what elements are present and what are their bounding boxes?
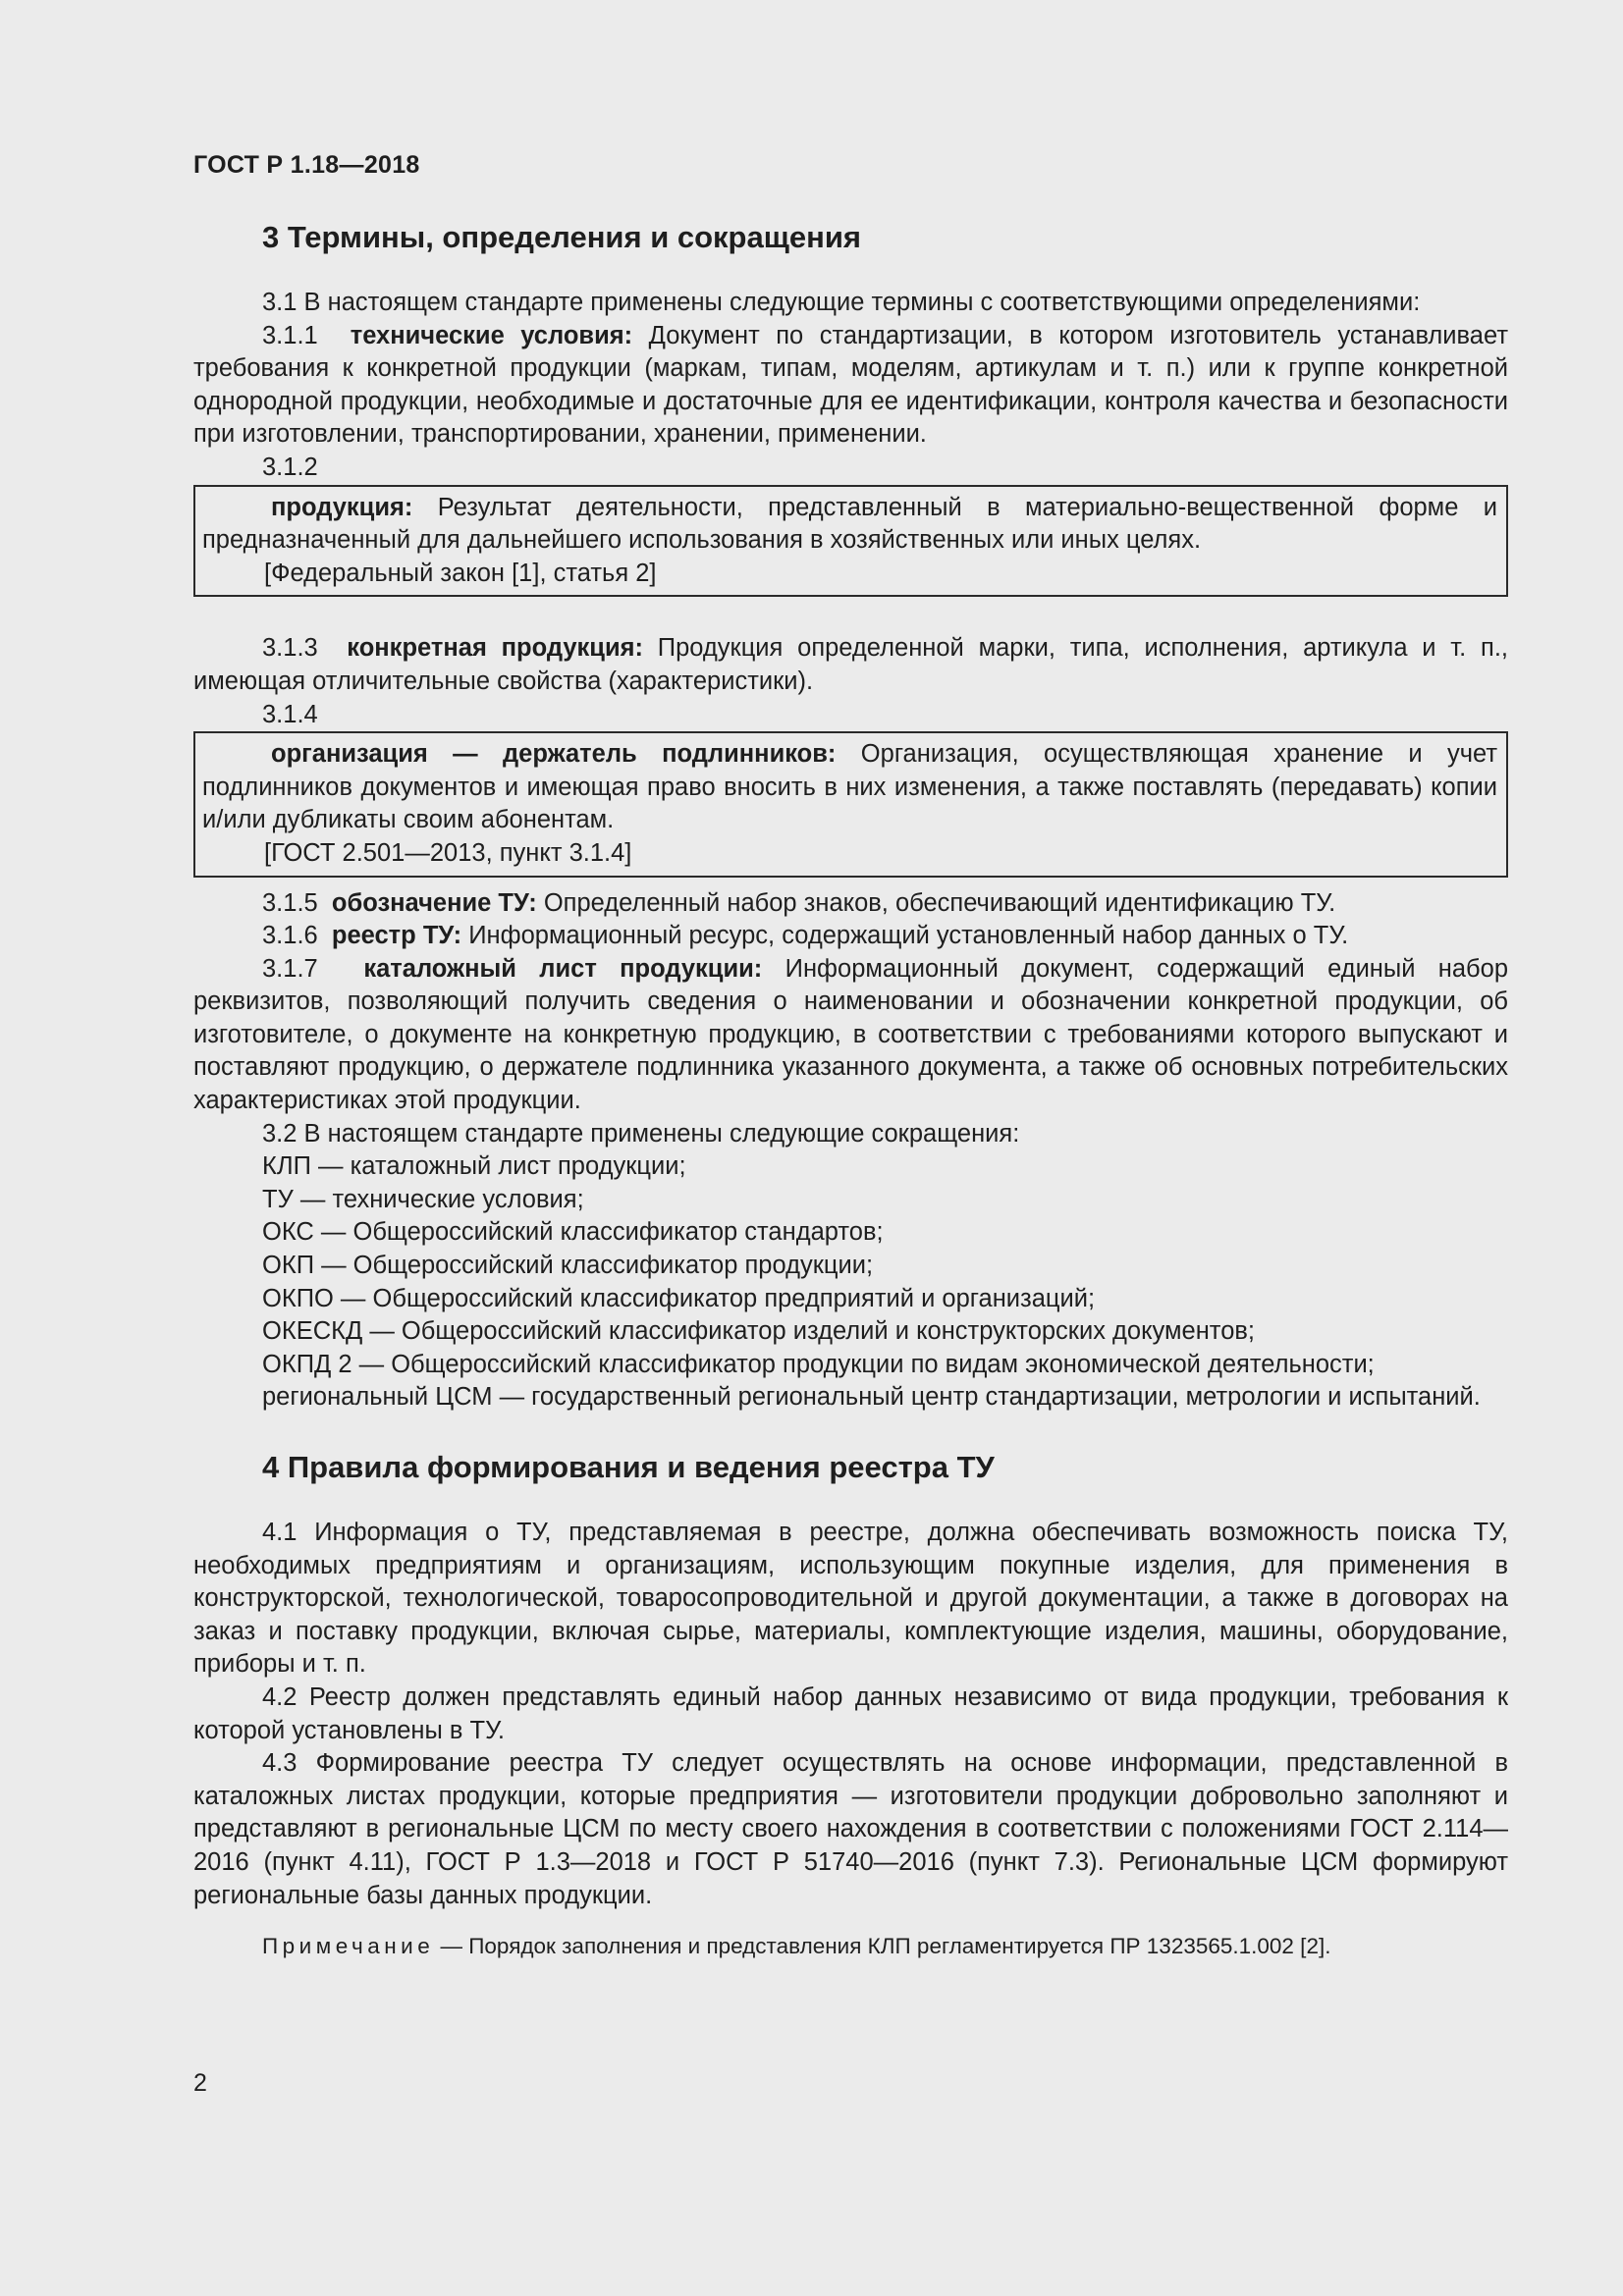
term-name: каталожный лист продукции: bbox=[363, 954, 763, 983]
term-3-1-3 bbox=[193, 632, 1508, 698]
term-definition: Информационный ресурс, содержащий установленный набор данных о ТУ. bbox=[468, 922, 1349, 950]
abbreviation-item: региональный ЦСМ — государственный региональный центр стандартизации, метрологии и испытаний. bbox=[262, 1383, 1481, 1412]
term-box-3-1-2 bbox=[193, 485, 1508, 598]
abbreviation-item: ОКПД 2 — Общероссийский классификатор продукции по видам экономической деятельности; bbox=[262, 1350, 1375, 1378]
term-name: обозначение ТУ: bbox=[331, 888, 537, 917]
term-source: [Федеральный закон [1], статья 2] bbox=[264, 559, 657, 587]
document-header: ГОСТ Р 1.18—2018 bbox=[193, 151, 420, 179]
term-3-1-4 bbox=[202, 738, 1497, 837]
term-name: реестр ТУ: bbox=[331, 922, 462, 950]
paragraph-3-2: 3.2 В настоящем стандарте применены следующие сокращения: bbox=[262, 1119, 1020, 1148]
term-3-1-2 bbox=[202, 492, 1497, 558]
term-number: 3.1.7 bbox=[262, 954, 318, 983]
paragraph-4-3: 4.3 Формирование реестра ТУ следует осуществлять на основе информации, представленной в каталожных листах продукции, которые предприятия — изготовители продукции добровольно заполняют и представляют в региональные ЦСМ по месту своего нахождения в соответствии с положениями ГОСТ 2.114—2016 (пункт 4.11), ГОСТ Р 1.3—2018 и ГОСТ Р 51740—2016 (пункт 7.3). Региональные ЦСМ формируют региональные базы данных продукции. bbox=[193, 1749, 1508, 1909]
paragraph-4-1: 4.1 Информация о ТУ, представляемая в реестре, должна обеспечивать возможность поиска ТУ, необходимых предприятиям и организациям, использующим покупные изделия, для применения в конструкторской, технологической, товаросопроводительной и другой документации, а также в договорах на заказ и поставку продукции, включая сырье, материалы, комплектующие изделия, машины, оборудование, приборы и т. п. bbox=[193, 1519, 1508, 1679]
term-name: продукция: bbox=[271, 493, 413, 521]
abbreviation-item: ОКПО — Общероссийский классификатор предприятий и организаций; bbox=[262, 1284, 1096, 1312]
term-name: конкретная продукция: bbox=[347, 634, 643, 663]
term-number-3-1-4: 3.1.4 bbox=[262, 700, 318, 728]
abbreviation-item: КЛП — каталожный лист продукции; bbox=[262, 1152, 686, 1181]
note bbox=[193, 1932, 1508, 1961]
term-name: организация — держатель подлинников: bbox=[271, 740, 837, 769]
section-3-title: 3 Термины, определения и сокращения bbox=[262, 220, 861, 254]
term-box-3-1-4 bbox=[193, 731, 1508, 877]
term-definition: Информационный документ, содержащий единый набор реквизитов, позволяющий получить сведения о наименовании и обозначении конкретной продукции, об изготовителе, о документе на конкретную продукцию, в соответствии с требованиями которого выпускают и поставляют продукцию, о держателе подлинника указанного документа, а также об основных потребительских характеристиках этой продукции. bbox=[193, 954, 1508, 1115]
term-3-1-5 bbox=[193, 887, 1508, 921]
note-label: Примечание bbox=[262, 1934, 435, 1959]
abbreviation-item: ОКП — Общероссийский классификатор продукции; bbox=[262, 1252, 874, 1280]
term-definition: Организация, осуществляющая хранение и учет подлинников документов и имеющая право вносить в них изменения, а также поставлять (передавать) копии и/или дубликаты своим абонентам. bbox=[202, 740, 1497, 834]
term-name: технические условия: bbox=[350, 321, 633, 349]
note-text: — Порядок заполнения и представления КЛП регламентируется ПР 1323565.1.002 [2]. bbox=[440, 1934, 1331, 1959]
abbreviation-item: ОКЕСКД — Общероссийский классификатор изделий и конструкторских документов; bbox=[262, 1317, 1256, 1346]
term-definition: Продукция определенной марки, типа, исполнения, артикула и т. п., имеющая отличительные свойства (характеристики). bbox=[193, 634, 1508, 695]
term-number: 3.1.6 bbox=[262, 922, 318, 950]
section-4-title: 4 Правила формирования и ведения реестра ТУ bbox=[262, 1450, 995, 1484]
paragraph-3-1: 3.1 В настоящем стандарте применены следующие термины с соответствующими определениями: bbox=[262, 289, 1421, 316]
term-3-1-1 bbox=[193, 320, 1508, 452]
paragraph-4-2: 4.2 Реестр должен представлять единый набор данных независимо от вида продукции, требования к которой установлены в ТУ. bbox=[193, 1682, 1508, 1744]
term-source: [ГОСТ 2.501—2013, пункт 3.1.4] bbox=[264, 838, 632, 867]
term-number-3-1-2: 3.1.2 bbox=[262, 453, 318, 481]
term-definition: Документ по стандартизации, в котором изготовитель устанавливает требования к конкретной продукции (маркам, типам, моделям, артикулам и т. п.) или к группе конкретной однородной продукции, необходимые и достаточные для ее идентификации, контроля качества и безопасности при изготовлении, транспортировании, хранении, применении. bbox=[193, 321, 1508, 449]
term-3-1-7 bbox=[193, 953, 1508, 1118]
abbreviation-item: ТУ — технические условия; bbox=[262, 1185, 584, 1213]
term-3-1-6 bbox=[193, 920, 1508, 953]
term-number: 3.1.3 bbox=[262, 634, 318, 663]
term-number: 3.1.5 bbox=[262, 888, 318, 917]
page-number: 2 bbox=[193, 2069, 207, 2097]
term-number: 3.1.1 bbox=[262, 321, 318, 349]
page-content bbox=[193, 218, 1508, 1961]
term-definition: Определенный набор знаков, обеспечивающий идентификацию ТУ. bbox=[543, 888, 1336, 917]
term-definition: Результат деятельности, представленный в материально-вещественной форме и предназначенный для дальнейшего использования в хозяйственных или иных целях. bbox=[202, 493, 1497, 555]
abbreviation-item: ОКС — Общероссийский классификатор стандартов; bbox=[262, 1218, 884, 1247]
